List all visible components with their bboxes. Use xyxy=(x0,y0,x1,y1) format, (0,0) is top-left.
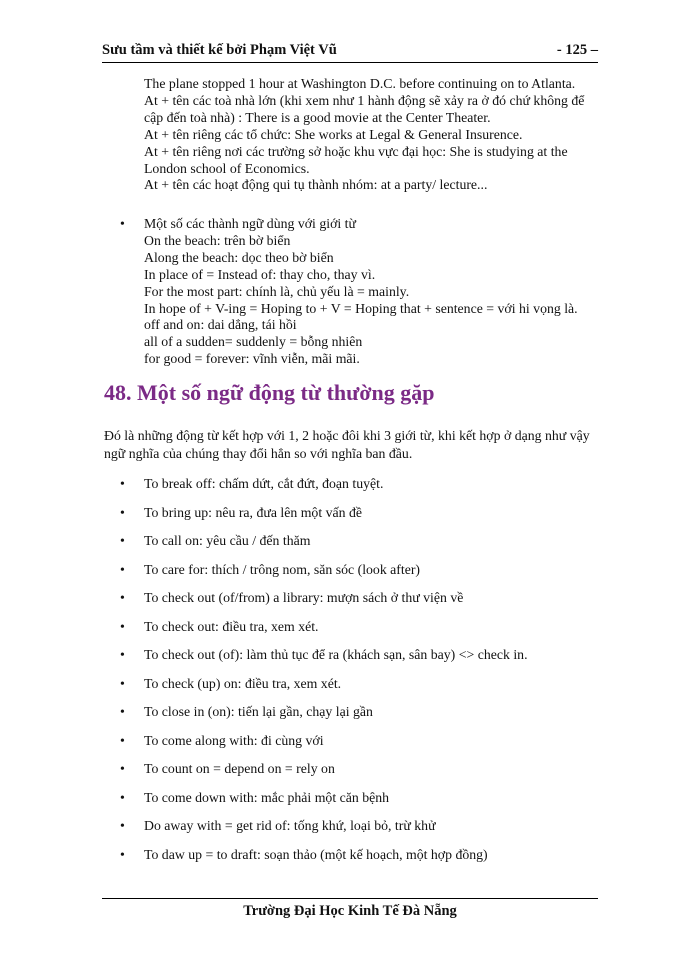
bullet-icon: • xyxy=(120,533,125,548)
text-line: For the most part: chính là, chủ yếu là = mainly. xyxy=(144,283,410,299)
text-line: Along the beach: dọc theo bờ biển xyxy=(144,249,334,265)
list-item-text: Do away with = get rid of: tống khứ, loại bỏ, trừ khử xyxy=(144,818,436,833)
list-item xyxy=(104,532,604,561)
bullet-icon: • xyxy=(120,647,125,662)
section-intro: Đó là những động từ kết hợp với 1, 2 hoặc đôi khi 3 giới từ, khi kết hợp ở dạng như vậy ngữ nghĩa của chúng thay đổi hẳn so với nghĩa ban đầu. xyxy=(104,428,590,461)
list-item-text: To bring up: nêu ra, đưa lên một vấn đề xyxy=(144,504,363,520)
text-line: Một số các thành ngữ dùng với giới từ xyxy=(144,216,356,231)
preposition-at-examples xyxy=(144,76,604,194)
bullet-icon: • xyxy=(120,561,125,577)
list-item xyxy=(104,817,604,846)
text-line: On the beach: trên bờ biển xyxy=(144,232,291,248)
bullet-icon: • xyxy=(120,846,125,862)
text-line: all of a sudden= suddenly = bỗng nhiên xyxy=(144,334,363,350)
bullet-icon: • xyxy=(120,590,125,605)
list-item xyxy=(104,732,604,761)
text-line: for good = forever: vĩnh viễn, mãi mãi. xyxy=(144,351,360,367)
list-item xyxy=(104,561,604,590)
list-item-text: To come down with: mắc phải một căn bệnh xyxy=(144,789,390,805)
text-line: At + tên riêng các tổ chức: She works at Legal & General Insurence. xyxy=(144,126,523,142)
list-item-text: To come along with: đi cùng với xyxy=(144,732,324,748)
text-line: London school of Economics. xyxy=(144,160,310,176)
list-item-text: To care for: thích / trông nom, săn sóc (look after) xyxy=(144,561,421,577)
bullet-icon: • xyxy=(120,504,125,520)
text-line: In hope of + V-ing = Hoping to + V = Hoping that + sentence = với hi vọng là. xyxy=(144,300,578,316)
list-item xyxy=(104,846,604,875)
list-item-text: To check out (of/from) a library: mượn sách ở thư viện về xyxy=(144,590,464,605)
text-line: At + tên riêng nơi các trường sở hoặc khu vực đại học: She is studying at the xyxy=(144,143,568,159)
list-item-text: To check out (of): làm thủ tục để ra (khách sạn, sân bay) <> check in. xyxy=(144,647,528,662)
list-item-text: To break off: chấm dứt, cắt đứt, đoạn tuyệt. xyxy=(144,476,384,491)
list-item-text: To check (up) on: điều tra, xem xét. xyxy=(144,675,342,691)
phrasal-verb-list xyxy=(104,475,604,874)
section-heading: 48. Một số ngữ động từ thường gặp xyxy=(104,380,435,405)
list-item xyxy=(104,760,604,789)
page-number: - 125 – xyxy=(556,42,598,58)
list-item xyxy=(104,589,604,618)
list-item-text: To check out: điều tra, xem xét. xyxy=(144,618,319,634)
list-item xyxy=(104,618,604,647)
page-header xyxy=(102,40,598,63)
list-item-text: To count on = depend on = rely on xyxy=(144,761,335,776)
list-item xyxy=(104,475,604,504)
bullet-icon: • xyxy=(120,732,125,748)
bullet-icon: • xyxy=(120,618,125,634)
text-line: At + tên các hoạt động qui tụ thành nhóm: at a party/ lecture... xyxy=(144,177,488,193)
list-item xyxy=(104,504,604,533)
header-author: Sưu tầm và thiết kế bởi Phạm Việt Vũ xyxy=(102,42,337,58)
list-item xyxy=(104,646,604,675)
text-line: off and on: dai dẳng, tái hồi xyxy=(144,317,297,333)
list-item xyxy=(104,675,604,704)
list-item-text: To call on: yêu cầu / đến thăm xyxy=(144,533,311,548)
list-item-text: To close in (on): tiến lại gần, chạy lại gần xyxy=(144,704,373,719)
page-footer: Trường Đại Học Kinh Tế Đà Nẵng xyxy=(102,898,598,920)
bullet-icon: • xyxy=(120,675,125,691)
bullet-icon: • xyxy=(120,818,125,833)
idioms-with-prepositions xyxy=(144,216,604,368)
text-line: The plane stopped 1 hour at Washington D.C. before continuing on to Atlanta. xyxy=(144,76,576,91)
text-line: cập đến toà nhà) : There is a good movie at the Center Theater. xyxy=(144,109,491,125)
list-item xyxy=(104,703,604,732)
bullet-icon: • xyxy=(120,216,125,231)
bullet-icon: • xyxy=(120,476,125,491)
list-item-text: To daw up = to draft: soạn thảo (một kế hoạch, một hợp đồng) xyxy=(144,846,488,862)
bullet-icon: • xyxy=(120,761,125,776)
bullet-icon: • xyxy=(120,704,125,719)
text-line: At + tên các toà nhà lớn (khi xem như 1 hành động sẽ xảy ra ở đó chứ không để xyxy=(144,92,585,108)
bullet-icon: • xyxy=(120,789,125,805)
text-line: In place of = Instead of: thay cho, thay vì. xyxy=(144,266,376,282)
list-item xyxy=(104,789,604,818)
